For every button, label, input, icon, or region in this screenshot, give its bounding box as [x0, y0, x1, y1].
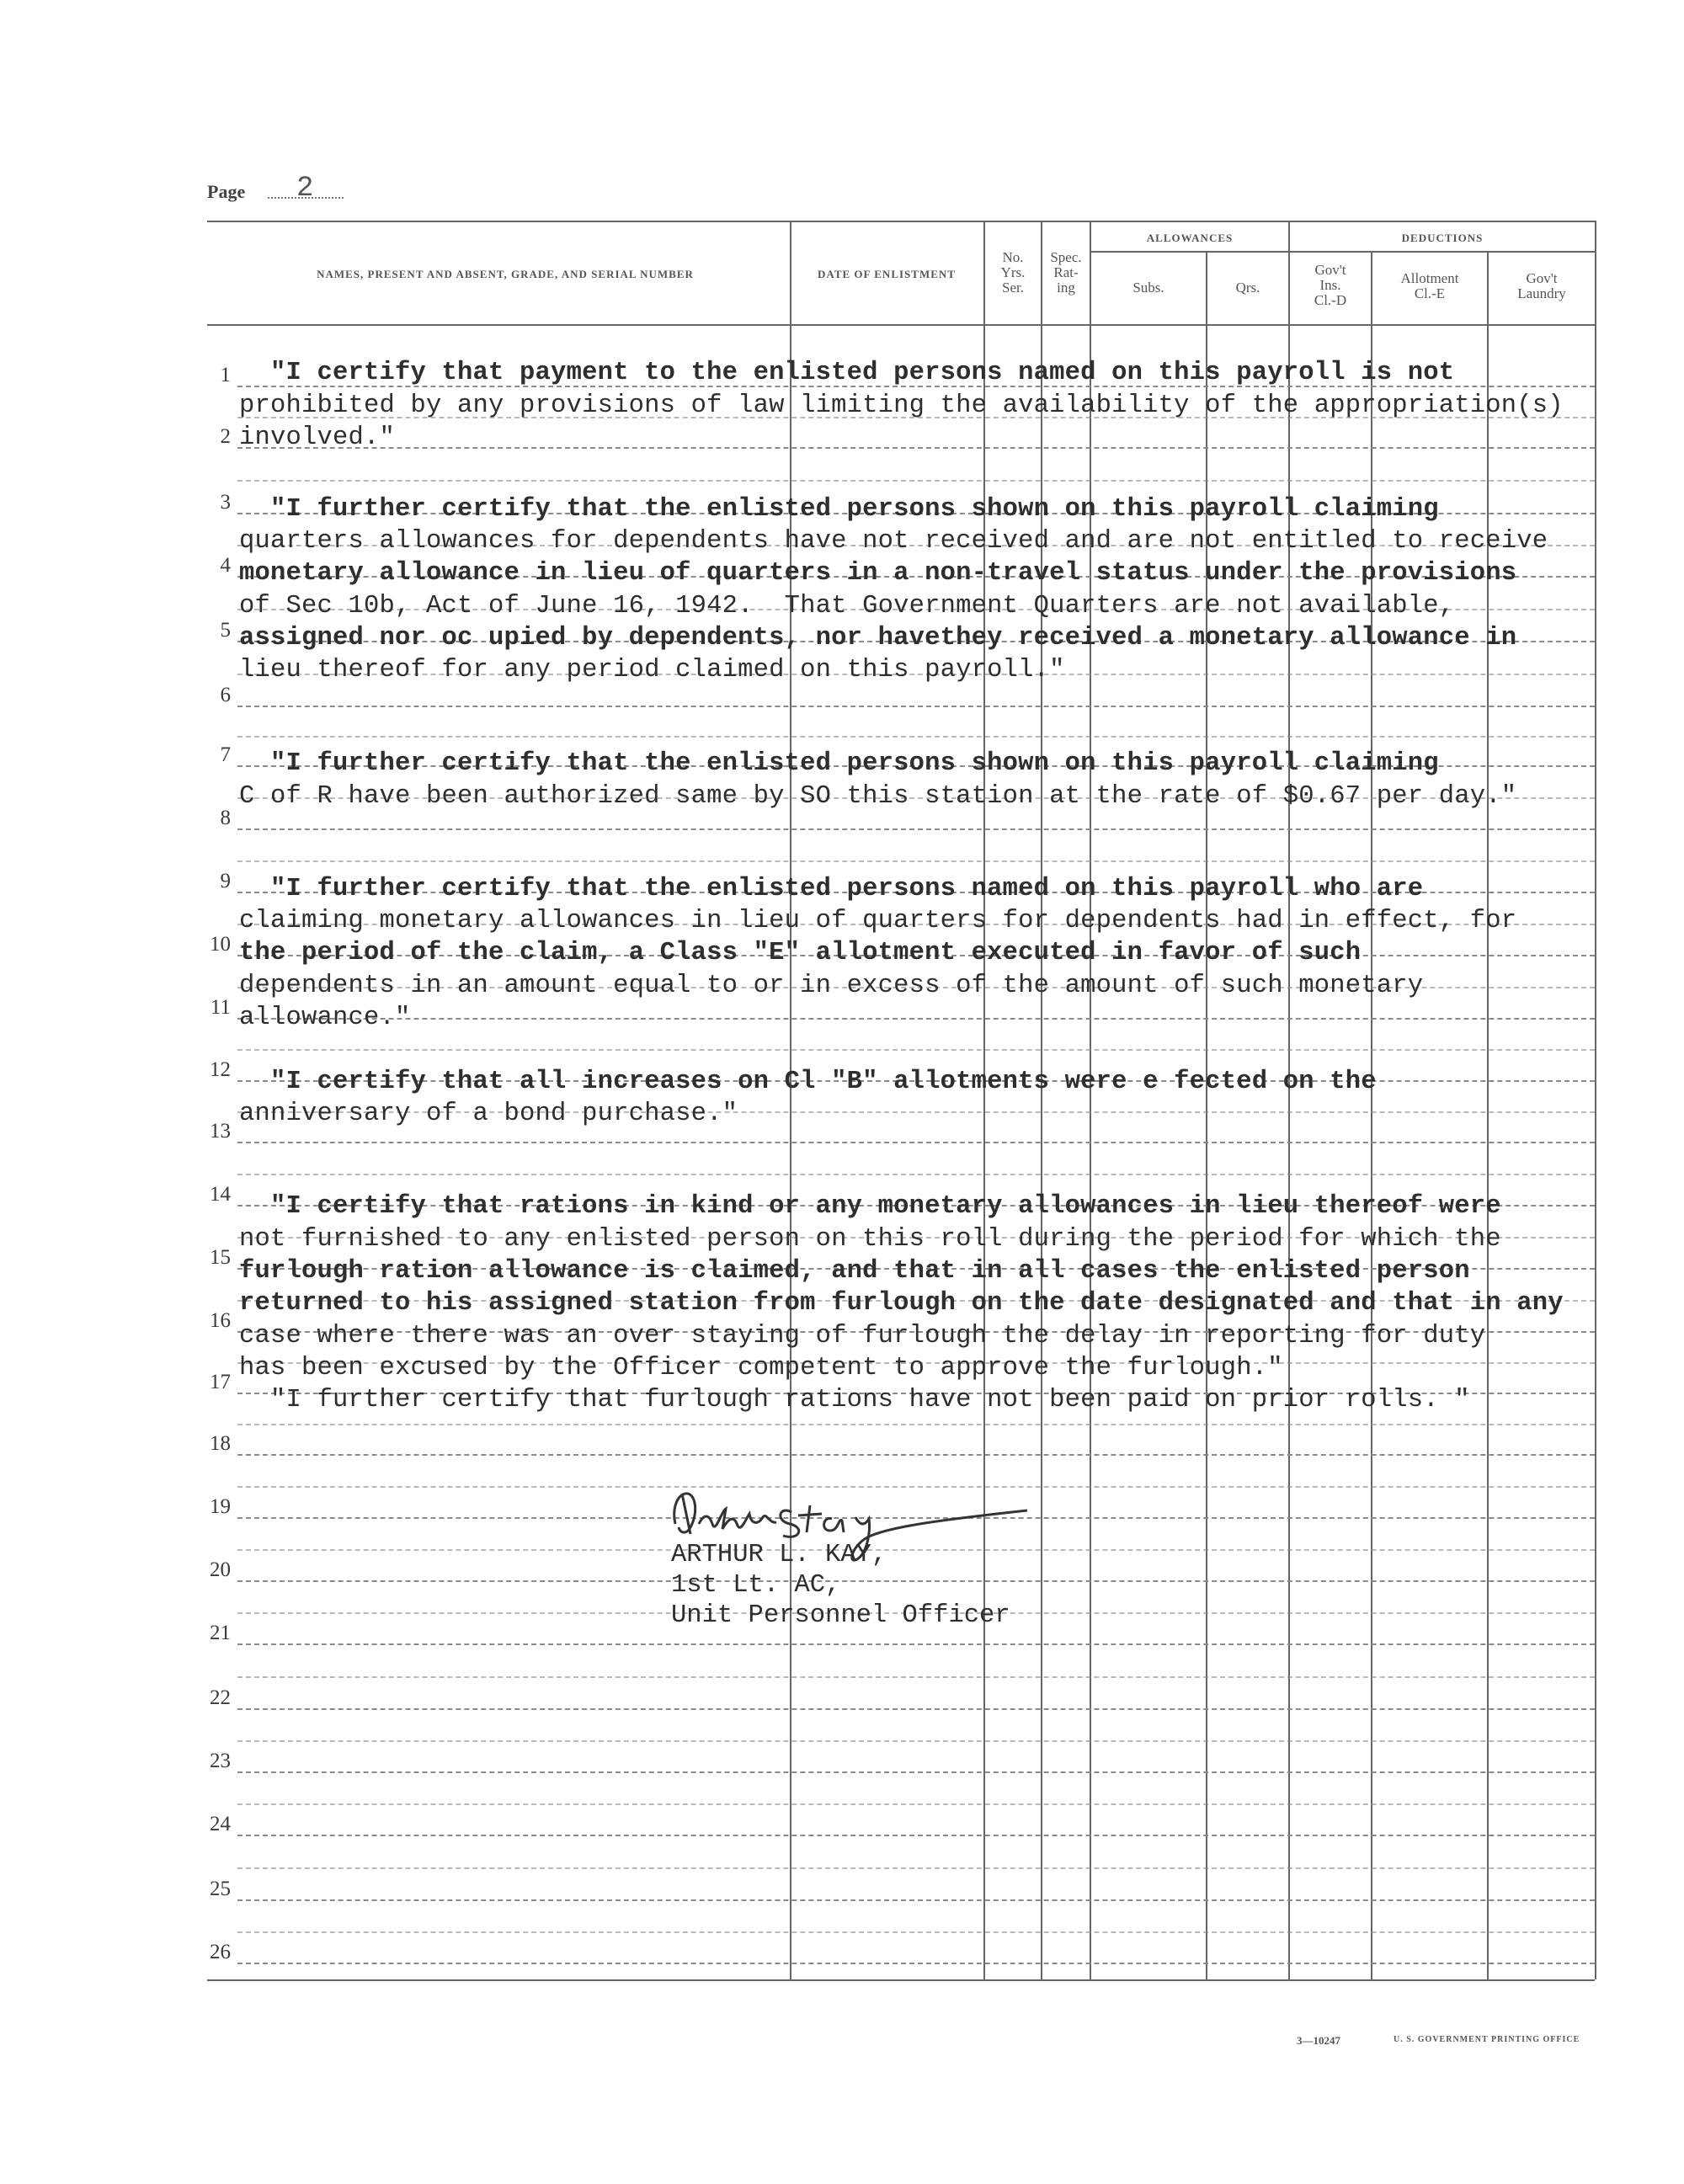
row-guide-line	[237, 1454, 1595, 1456]
header-names: NAMES, PRESENT AND ABSENT, GRADE, AND SERIAL NUMBER	[317, 268, 694, 280]
certification-line: lieu thereof for any period claimed on this payroll."	[239, 656, 1065, 684]
row-number: 11	[210, 996, 231, 1019]
row-number: 23	[210, 1750, 231, 1772]
row-number: 19	[210, 1495, 231, 1518]
row-mid-guide-line	[237, 1424, 1595, 1425]
table-top-border	[207, 221, 1595, 222]
row-mid-guide-line	[237, 1049, 1595, 1051]
row-number: 22	[210, 1686, 231, 1709]
row-mid-guide-line	[237, 1867, 1595, 1869]
row-number: 9	[220, 870, 231, 892]
header-qrs: Qrs.	[1235, 280, 1260, 296]
row-number: 10	[210, 933, 231, 956]
row-guide-line	[237, 1963, 1595, 1964]
row-mid-guide-line	[237, 1676, 1595, 1678]
certification-line: prohibited by any provisions of law limiting the availability of the appropriation(s)	[239, 392, 1564, 420]
certification-line: "I further certify that the enlisted persons shown on this payroll claiming	[239, 749, 1439, 778]
certification-line: furlough ration allowance is claimed, and that in all cases the enlisted person	[239, 1257, 1470, 1286]
table-right-border	[1595, 221, 1596, 1979]
row-number: 25	[210, 1878, 231, 1900]
row-number: 15	[210, 1246, 231, 1269]
certification-line: quarters allowances for dependents have not received and are not entitled to receive	[239, 527, 1548, 556]
row-number: 21	[210, 1622, 231, 1644]
header-allotment: Allotment Cl.-E	[1400, 270, 1459, 301]
signer-rank: 1st Lt. AC,	[671, 1571, 841, 1600]
certification-line: claiming monetary allowances in lieu of quarters for dependents had in effect, for	[239, 907, 1517, 935]
header-govt-laundry: Gov't Laundry	[1517, 270, 1566, 301]
row-number: 24	[210, 1813, 231, 1835]
row-number: 6	[220, 684, 231, 706]
printer-imprint: U. S. GOVERNMENT PRINTING OFFICE	[1394, 2035, 1580, 2044]
row-number: 26	[210, 1941, 231, 1963]
row-number: 7	[220, 743, 231, 766]
certification-line: "I certify that rations in kind or any monetary allowances in lieu thereof were	[239, 1192, 1501, 1221]
row-number: 17	[210, 1371, 231, 1393]
header-govt-insurance: Gov't Ins. Cl.-D	[1314, 262, 1347, 308]
certification-line: has been excused by the Officer competent to approve the furlough."	[239, 1354, 1283, 1382]
row-guide-line	[237, 828, 1595, 830]
page-number: 2	[296, 173, 314, 205]
certification-line: dependents in an amount equal to or in excess of the amount of such monetary	[239, 972, 1424, 1000]
header-date-of-enlistment: DATE OF ENLISTMENT	[818, 268, 956, 280]
column-divider-spec	[1041, 221, 1042, 1979]
row-mid-guide-line	[237, 1174, 1595, 1175]
row-mid-guide-line	[237, 480, 1595, 482]
row-guide-line	[237, 1708, 1595, 1710]
row-guide-line	[237, 1835, 1595, 1836]
header-deductions: DEDUCTIONS	[1401, 232, 1484, 244]
row-number: 16	[210, 1309, 231, 1332]
column-divider-subs	[1090, 221, 1091, 1979]
certification-line: "I certify that payment to the enlisted persons named on this payroll is not	[239, 359, 1455, 387]
certification-line: "I further certify that furlough rations have not been paid on prior rolls. "	[239, 1386, 1470, 1414]
page-number-underline	[268, 197, 344, 199]
signer-title: Unit Personnel Officer	[671, 1601, 1010, 1630]
table-bottom-border	[207, 1979, 1595, 1981]
column-divider-years	[983, 221, 985, 1979]
certification-line: "I further certify that the enlisted persons named on this payroll who are	[239, 875, 1424, 903]
allowances-deductions-divider	[1090, 251, 1595, 253]
row-mid-guide-line	[237, 860, 1595, 862]
row-mid-guide-line	[237, 1740, 1595, 1742]
header-years-service: No. Yrs. Ser.	[1000, 249, 1026, 296]
certification-line: "I certify that all increases on Cl "B" allotments were e fected on the	[239, 1068, 1377, 1096]
row-guide-line	[237, 447, 1595, 449]
header-spec-rating: Spec. Rat- ing	[1050, 249, 1082, 296]
column-divider-date	[790, 221, 791, 1979]
row-number: 8	[220, 807, 231, 829]
row-number: 3	[220, 491, 231, 514]
row-number: 2	[220, 425, 231, 448]
row-number: 13	[210, 1120, 231, 1143]
row-guide-line	[237, 1018, 1595, 1020]
column-divider-laundry	[1487, 251, 1489, 1979]
certification-line: case where there was an over staying of furlough the delay in reporting for duty	[239, 1322, 1486, 1350]
certification-line: returned to his assigned station from furlough on the date designated and that in any	[239, 1289, 1564, 1318]
row-number: 12	[210, 1058, 231, 1081]
signer-name: ARTHUR L. KAY,	[671, 1541, 887, 1569]
row-guide-line	[237, 706, 1595, 707]
certification-line: C of R have been authorized same by SO this station at the rate of $0.67 per day."	[239, 782, 1517, 811]
certification-line: the period of the claim, a Class "E" allotment executed in favor of such	[239, 939, 1362, 967]
row-mid-guide-line	[237, 736, 1595, 738]
header-bottom-border	[207, 324, 1595, 326]
certification-line: not furnished to any enlisted person on this roll during the period for which the	[239, 1225, 1501, 1254]
certification-line: allowance."	[239, 1004, 411, 1032]
row-mid-guide-line	[237, 1931, 1595, 1933]
certification-line: of Sec 10b, Act of June 16, 1942. That Government Quarters are not available,	[239, 592, 1455, 621]
row-number: 5	[220, 619, 231, 642]
row-guide-line	[237, 1643, 1595, 1645]
row-number: 20	[210, 1558, 231, 1581]
certification-line: assigned nor oc upied by dependents, nor havethey received a monetary allowance in	[239, 624, 1517, 653]
row-number: 18	[210, 1432, 231, 1455]
certification-line: anniversary of a bond purchase."	[239, 1100, 738, 1128]
column-divider-ins	[1288, 221, 1290, 1979]
certification-line: monetary allowance in lieu of quarters in a non-travel status under the provisions	[239, 559, 1517, 588]
row-mid-guide-line	[237, 1803, 1595, 1805]
page-label: Page	[207, 181, 246, 202]
row-guide-line	[237, 1580, 1595, 1582]
row-guide-line	[237, 1142, 1595, 1143]
row-number: 4	[220, 554, 231, 577]
header-allowances: ALLOWANCES	[1146, 232, 1234, 244]
form-number: 3—10247	[1297, 2034, 1340, 2047]
row-number: 14	[210, 1183, 231, 1206]
header-subs: Subs.	[1132, 280, 1164, 296]
row-number: 1	[220, 364, 231, 386]
certification-line: involved."	[239, 423, 396, 452]
certification-line: "I further certify that the enlisted persons shown on this payroll claiming	[239, 495, 1439, 524]
row-guide-line	[237, 1771, 1595, 1773]
row-guide-line	[237, 1899, 1595, 1901]
